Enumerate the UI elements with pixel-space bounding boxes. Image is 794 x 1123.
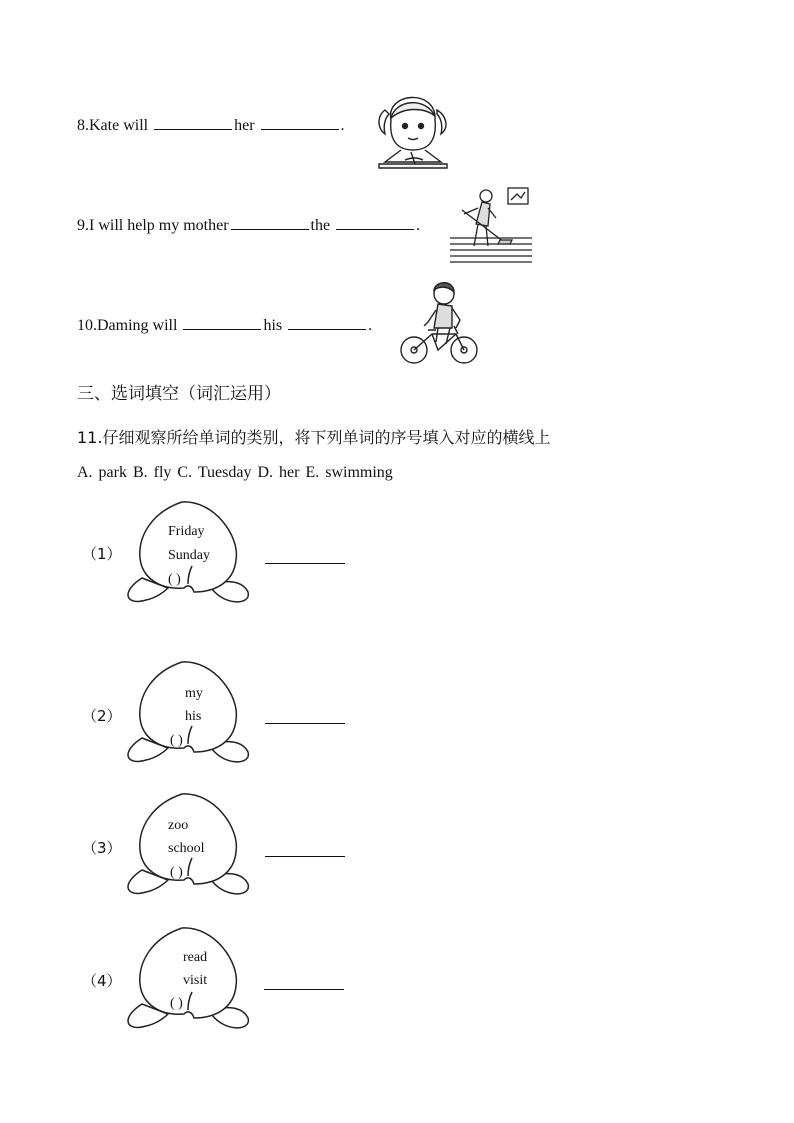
answer-paren[interactable]: ( ): [168, 572, 181, 587]
group-1-peach: [122, 496, 252, 608]
group-3-answer-line[interactable]: [265, 855, 345, 857]
group-word: school: [168, 841, 205, 856]
answer-blank[interactable]: [288, 315, 366, 330]
question-8-end: .: [340, 117, 345, 134]
question-8: [77, 115, 345, 136]
question-9-mid: the: [310, 217, 331, 234]
answer-paren[interactable]: ( ): [170, 865, 183, 880]
section-heading: 三、选词填空（词汇运用）: [77, 384, 281, 404]
group-2-number: （2）: [82, 707, 122, 725]
group-word: read: [183, 950, 208, 965]
group-word: my: [185, 686, 203, 701]
group-3-number: （3）: [82, 839, 122, 857]
group-word: Friday: [168, 524, 205, 539]
girl-writing-icon: [375, 80, 453, 177]
question-10-mid: his: [263, 317, 283, 334]
group-word: zoo: [168, 818, 189, 833]
group-1-number: （1）: [82, 545, 122, 563]
group-4-number: （4）: [82, 972, 122, 990]
question-9: [77, 215, 420, 236]
answer-blank[interactable]: [336, 215, 414, 230]
answer-blank[interactable]: [154, 115, 232, 130]
question-10: [77, 315, 372, 336]
answer-paren[interactable]: ( ): [170, 733, 183, 748]
group-2-answer-line[interactable]: [265, 722, 345, 724]
group-4-answer-line[interactable]: [264, 988, 344, 990]
question-9-end: .: [416, 217, 421, 234]
group-word: his: [185, 709, 202, 724]
answer-blank[interactable]: [231, 215, 309, 230]
group-4-peach: [122, 922, 252, 1034]
question-9-text: 9.I will help my mother: [77, 217, 229, 234]
group-word: Sunday: [168, 548, 210, 563]
question-8-mid: her: [234, 117, 255, 134]
question-8-text: 8.Kate will: [77, 117, 149, 134]
group-1-answer-line[interactable]: [265, 562, 345, 564]
question-10-text: 10.Daming will: [77, 317, 178, 334]
word-options: A. park B. fly C. Tuesday D. her E. swimming: [77, 464, 393, 481]
group-3-peach: [122, 788, 252, 900]
answer-blank[interactable]: [261, 115, 339, 130]
instruction-text: 11.仔细观察所给单词的类别，将下列单词的序号填入对应的横线上: [77, 428, 551, 447]
answer-blank[interactable]: [183, 315, 261, 330]
question-10-end: .: [368, 317, 373, 334]
boy-cycling-icon: [398, 280, 482, 373]
woman-sweeping-icon: [448, 184, 534, 271]
answer-paren[interactable]: ( ): [170, 996, 183, 1011]
group-word: visit: [183, 973, 208, 988]
group-2-peach: [122, 656, 252, 768]
